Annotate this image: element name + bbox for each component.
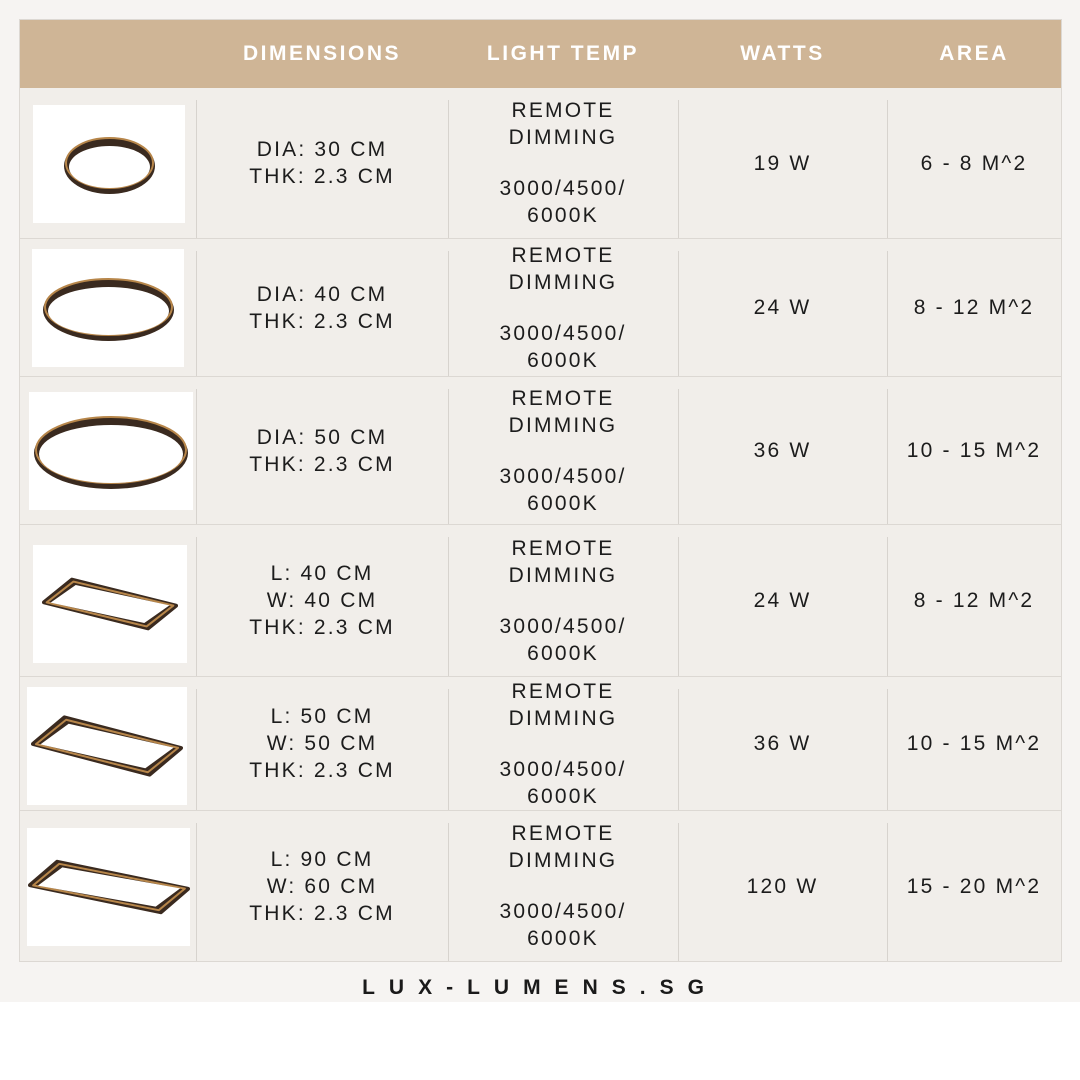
watts-cell xyxy=(678,239,887,376)
dims-line: W: 60 CM xyxy=(266,874,378,898)
brand-footer: LUX-LUMENS.SG xyxy=(362,976,718,999)
round-lamp-icon xyxy=(32,412,190,490)
dims-cell xyxy=(196,239,448,376)
header-watts: WATTS xyxy=(740,42,825,65)
product-thumbnail xyxy=(27,828,190,946)
product-thumbnail xyxy=(27,687,187,805)
dims-line: L: 40 CM xyxy=(270,562,374,585)
temp-line: REMOTE xyxy=(511,386,615,410)
temp-cell xyxy=(448,677,678,810)
product-thumbnail xyxy=(29,392,193,510)
watts-value: 36 W xyxy=(753,732,812,755)
area-value: 8 - 12 M^2 xyxy=(913,589,1035,612)
area-value: 10 - 15 M^2 xyxy=(906,439,1042,462)
dims-line: L: 90 CM xyxy=(270,847,374,871)
temp-cell xyxy=(448,811,678,961)
dims-line: THK: 2.3 CM xyxy=(249,309,395,333)
area-cell xyxy=(887,88,1061,238)
header-dimensions: DIMENSIONS xyxy=(242,42,401,65)
temp-line: 3000/4500/ xyxy=(499,900,627,923)
temp-line: 3000/4500/ xyxy=(499,757,627,781)
temp-line: 6000K xyxy=(527,641,599,665)
dims-line: DIA: 50 CM xyxy=(256,425,388,449)
square-lamp-icon xyxy=(42,575,178,633)
product-thumbnail xyxy=(33,105,185,223)
area-cell xyxy=(887,377,1061,524)
dims-line: DIA: 40 CM xyxy=(256,282,388,306)
spec-table xyxy=(19,19,1062,962)
temp-line: 6000K xyxy=(527,348,599,372)
dims-line: THK: 2.3 CM xyxy=(249,165,395,188)
temp-line: REMOTE xyxy=(511,536,615,560)
area-cell xyxy=(887,239,1061,376)
temp-line: DIMMING xyxy=(508,706,618,730)
dims-line: THK: 2.3 CM xyxy=(249,759,395,782)
temp-cell xyxy=(448,239,678,376)
dims-cell xyxy=(196,377,448,524)
temp-line: 3000/4500/ xyxy=(499,614,627,638)
area-cell xyxy=(887,525,1061,676)
area-value: 10 - 15 M^2 xyxy=(906,732,1042,755)
square-lamp-icon xyxy=(31,712,183,780)
temp-line: REMOTE xyxy=(511,243,615,267)
area-cell xyxy=(887,677,1061,810)
table-row xyxy=(20,677,1061,811)
watts-cell xyxy=(678,525,887,676)
temp-cell xyxy=(448,525,678,676)
table-row xyxy=(20,377,1061,525)
temp-line: DIMMING xyxy=(508,270,618,294)
watts-cell xyxy=(678,88,887,238)
temp-line: 6000K xyxy=(527,491,599,515)
area-value: 8 - 12 M^2 xyxy=(913,296,1035,319)
table-row xyxy=(20,811,1061,961)
header-area: AREA xyxy=(939,42,1009,65)
area-value: 15 - 20 M^2 xyxy=(906,874,1042,898)
dims-line: THK: 2.3 CM xyxy=(249,452,395,476)
temp-line: 6000K xyxy=(527,927,599,950)
round-lamp-icon xyxy=(41,274,176,342)
table-row xyxy=(20,88,1061,239)
temp-line: DIMMING xyxy=(508,126,618,149)
watts-value: 24 W xyxy=(753,296,812,319)
area-value: 6 - 8 M^2 xyxy=(920,151,1028,175)
dims-line: W: 50 CM xyxy=(266,732,378,755)
watts-value: 120 W xyxy=(746,874,819,898)
table-header xyxy=(20,20,1061,88)
temp-line: REMOTE xyxy=(511,679,615,703)
watts-value: 36 W xyxy=(753,439,812,462)
table-row xyxy=(20,525,1061,677)
dims-line: W: 40 CM xyxy=(266,589,378,612)
temp-line: 3000/4500/ xyxy=(499,464,627,488)
table-row xyxy=(20,239,1061,377)
temp-line: 3000/4500/ xyxy=(499,321,627,345)
dims-cell xyxy=(196,88,448,238)
watts-cell xyxy=(678,677,887,810)
temp-cell xyxy=(448,377,678,524)
temp-line: REMOTE xyxy=(511,822,615,845)
temp-cell xyxy=(448,88,678,238)
watts-value: 24 W xyxy=(753,589,812,612)
temp-line: 6000K xyxy=(527,204,599,227)
dims-cell xyxy=(196,677,448,810)
rectangle-lamp-icon xyxy=(28,857,190,917)
dims-cell xyxy=(196,811,448,961)
product-thumbnail xyxy=(32,249,184,367)
watts-value: 19 W xyxy=(753,151,812,175)
header-light-temp: LIGHT TEMP xyxy=(486,42,640,65)
temp-line: DIMMING xyxy=(508,563,618,587)
temp-line: REMOTE xyxy=(511,99,615,122)
watts-cell xyxy=(678,811,887,961)
dims-cell xyxy=(196,525,448,676)
dims-line: THK: 2.3 CM xyxy=(249,901,395,925)
temp-line: DIMMING xyxy=(508,413,618,437)
product-thumbnail xyxy=(33,545,187,663)
dims-line: THK: 2.3 CM xyxy=(249,616,395,639)
area-cell xyxy=(887,811,1061,961)
temp-line: DIMMING xyxy=(508,849,618,872)
temp-line: 6000K xyxy=(527,784,599,808)
temp-line: 3000/4500/ xyxy=(499,177,627,200)
dims-line: L: 50 CM xyxy=(270,705,374,728)
dims-line: DIA: 30 CM xyxy=(256,138,388,161)
watts-cell xyxy=(678,377,887,524)
round-lamp-icon xyxy=(62,133,157,195)
